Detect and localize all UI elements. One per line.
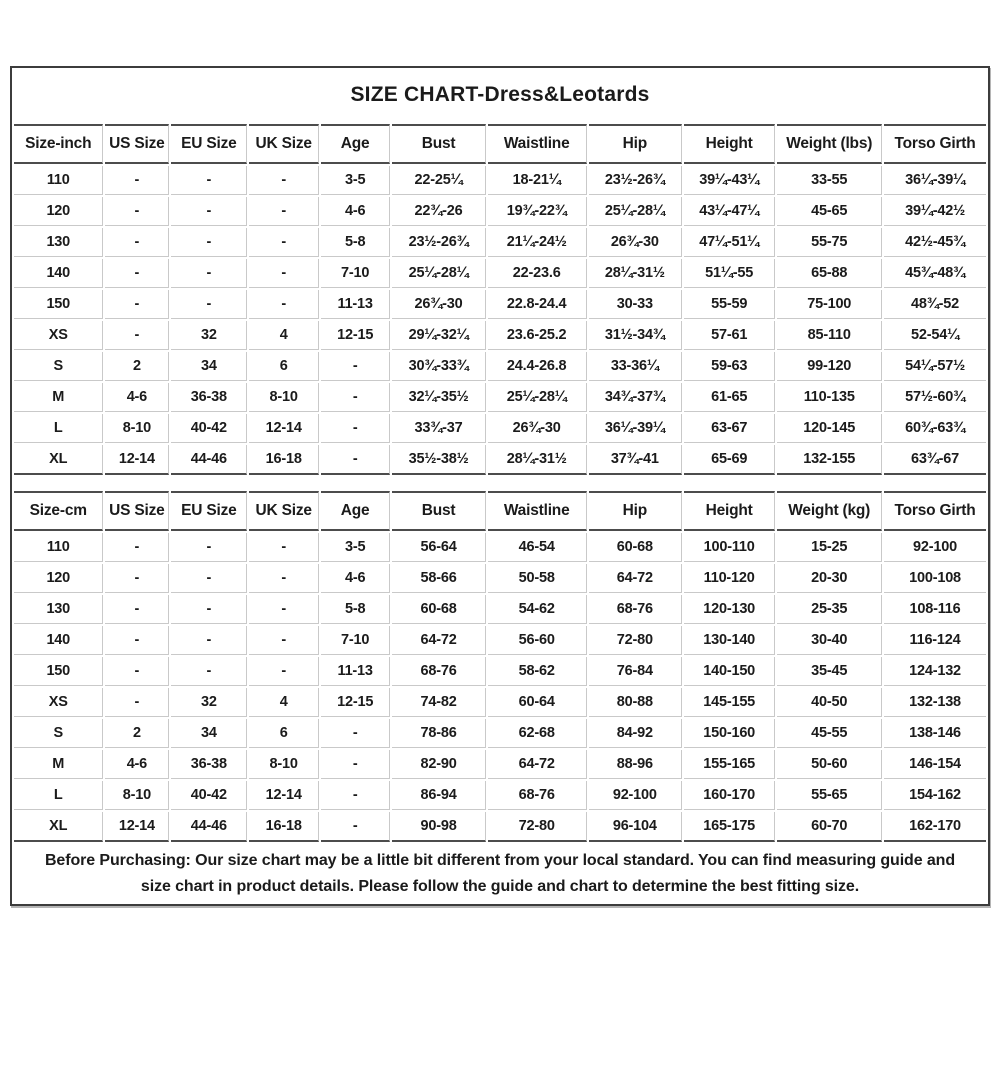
column-header: Bust xyxy=(392,491,485,531)
column-header: US Size xyxy=(105,124,169,164)
table-cell: 140-150 xyxy=(684,657,775,686)
table-cell: - xyxy=(105,688,169,717)
table-cell: - xyxy=(171,626,247,655)
column-header: UK Size xyxy=(249,124,318,164)
table-cell: 116-124 xyxy=(884,626,986,655)
table-cell: S xyxy=(14,352,103,381)
table-cell: - xyxy=(105,259,169,288)
table-cell: 6 xyxy=(249,352,318,381)
table-cell: - xyxy=(105,564,169,593)
table-cell: 8-10 xyxy=(249,750,318,779)
table-cell: 29¼-32¼ xyxy=(392,321,485,350)
table-cell: 40-42 xyxy=(171,781,247,810)
table-cell: 150-160 xyxy=(684,719,775,748)
table-cell: 28¼-31½ xyxy=(589,259,682,288)
table-cell: 34 xyxy=(171,352,247,381)
table-cell: 36¼-39¼ xyxy=(589,414,682,443)
table-cell: 74-82 xyxy=(392,688,485,717)
table-cell: 64-72 xyxy=(392,626,485,655)
table-cell: 82-90 xyxy=(392,750,485,779)
table-cell: 34¾-37¾ xyxy=(589,383,682,412)
table-cell: 44-46 xyxy=(171,812,247,842)
table-cell: - xyxy=(249,533,318,562)
table-cell: 130 xyxy=(14,595,103,624)
table-cell: - xyxy=(249,564,318,593)
table-cell: - xyxy=(249,595,318,624)
table-cell: - xyxy=(321,414,390,443)
table-cell: 60-70 xyxy=(777,812,882,842)
table-cell: 76-84 xyxy=(589,657,682,686)
table-cell: M xyxy=(14,383,103,412)
table-cell: 22.8-24.4 xyxy=(488,290,587,319)
table-row xyxy=(14,595,986,624)
column-header: US Size xyxy=(105,491,169,531)
table-row xyxy=(14,321,986,350)
table-cell: 33¾-37 xyxy=(392,414,485,443)
table-cell: 7-10 xyxy=(321,626,390,655)
table-cell: 46-54 xyxy=(488,533,587,562)
table-cell: 2 xyxy=(105,719,169,748)
table-row xyxy=(14,445,986,475)
table-cell: 58-66 xyxy=(392,564,485,593)
column-header: UK Size xyxy=(249,491,318,531)
table-cell: - xyxy=(249,228,318,257)
table-cell: - xyxy=(105,166,169,195)
table-cell: 78-86 xyxy=(392,719,485,748)
table-cell: 155-165 xyxy=(684,750,775,779)
table-cell: - xyxy=(105,657,169,686)
table-cell: 108-116 xyxy=(884,595,986,624)
column-header: Waistline xyxy=(488,491,587,531)
table-cell: 100-108 xyxy=(884,564,986,593)
table-cell: 63-67 xyxy=(684,414,775,443)
table-cell: 12-14 xyxy=(105,445,169,475)
table-cell: 57½-60¾ xyxy=(884,383,986,412)
table-cell: 55-75 xyxy=(777,228,882,257)
table-cell: 16-18 xyxy=(249,812,318,842)
table-row xyxy=(14,414,986,443)
table-cell: 31½-34¾ xyxy=(589,321,682,350)
table-cell: 65-88 xyxy=(777,259,882,288)
table-cell: 25¼-28¼ xyxy=(589,197,682,226)
table-cell: 132-138 xyxy=(884,688,986,717)
table-cell: - xyxy=(321,383,390,412)
purchase-note-line2: size chart in product details. Please follow the guide and chart to determine the best fitting size. xyxy=(140,878,860,895)
table-cell: 56-64 xyxy=(392,533,485,562)
table-cell: 6 xyxy=(249,719,318,748)
table-cell: 25-35 xyxy=(777,595,882,624)
table-cell: 68-76 xyxy=(392,657,485,686)
table-cell: 24.4-26.8 xyxy=(488,352,587,381)
table-cell: 23.6-25.2 xyxy=(488,321,587,350)
table-cell: 22-23.6 xyxy=(488,259,587,288)
table-cell: 5-8 xyxy=(321,228,390,257)
table-cell: 40-50 xyxy=(777,688,882,717)
table-cell: 7-10 xyxy=(321,259,390,288)
table-cell: - xyxy=(105,197,169,226)
table-cell: 140 xyxy=(14,259,103,288)
table-cell: 26¾-30 xyxy=(488,414,587,443)
table-cell: 43¼-47¼ xyxy=(684,197,775,226)
table-cell: 60-64 xyxy=(488,688,587,717)
column-header: Weight (kg) xyxy=(777,491,882,531)
table-cell: 100-110 xyxy=(684,533,775,562)
table-row xyxy=(14,228,986,257)
table-cell: 60-68 xyxy=(392,595,485,624)
table-cell: 58-62 xyxy=(488,657,587,686)
table-cell: 57-61 xyxy=(684,321,775,350)
table-cell: 88-96 xyxy=(589,750,682,779)
table-cell: 130-140 xyxy=(684,626,775,655)
table-cell: 63¾-67 xyxy=(884,445,986,475)
table-cell: - xyxy=(171,657,247,686)
table-cell: 4-6 xyxy=(321,564,390,593)
table-cell: 68-76 xyxy=(589,595,682,624)
size-table-cm xyxy=(12,489,988,844)
size-table-inch xyxy=(12,122,988,477)
table-cell: 75-100 xyxy=(777,290,882,319)
table-cell: - xyxy=(171,228,247,257)
table-cell: 150 xyxy=(14,290,103,319)
table-cell: 4 xyxy=(249,321,318,350)
table-cell: 19¾-22¾ xyxy=(488,197,587,226)
table-cell: 36-38 xyxy=(171,750,247,779)
table-cell: 60-68 xyxy=(589,533,682,562)
column-header: Age xyxy=(321,124,390,164)
table-cell: 62-68 xyxy=(488,719,587,748)
table-cell: 36-38 xyxy=(171,383,247,412)
column-header: EU Size xyxy=(171,124,247,164)
table-cell: 35½-38½ xyxy=(392,445,485,475)
table-cell: - xyxy=(321,781,390,810)
column-header: Torso Girth xyxy=(884,491,986,531)
table-cell: 30-40 xyxy=(777,626,882,655)
table-row xyxy=(14,626,986,655)
table-cell: 26¾-30 xyxy=(589,228,682,257)
page-title: SIZE CHART-Dress&Leotards xyxy=(350,83,650,106)
table-cell: - xyxy=(105,595,169,624)
table-row xyxy=(14,812,986,842)
table-cell: - xyxy=(171,564,247,593)
column-header: EU Size xyxy=(171,491,247,531)
table-cell: 162-170 xyxy=(884,812,986,842)
table-cell: 22-25¼ xyxy=(392,166,485,195)
header-row xyxy=(14,491,986,531)
table-cell: - xyxy=(105,626,169,655)
table-cell: 26¾-30 xyxy=(392,290,485,319)
table-cell: - xyxy=(321,812,390,842)
table-row xyxy=(14,657,986,686)
table-cell: 120-130 xyxy=(684,595,775,624)
table-cell: 86-94 xyxy=(392,781,485,810)
table-cell: 16-18 xyxy=(249,445,318,475)
table-cell: 90-98 xyxy=(392,812,485,842)
table-cell: 92-100 xyxy=(589,781,682,810)
table-cell: 54¼-57½ xyxy=(884,352,986,381)
table-row xyxy=(14,719,986,748)
table-cell: 25¼-28¼ xyxy=(392,259,485,288)
column-header: Bust xyxy=(392,124,485,164)
table-cell: 2 xyxy=(105,352,169,381)
table-cell: 59-63 xyxy=(684,352,775,381)
table-cell: 72-80 xyxy=(488,812,587,842)
table-cell: 50-58 xyxy=(488,564,587,593)
table-cell: 30-33 xyxy=(589,290,682,319)
table-cell: 11-13 xyxy=(321,657,390,686)
table-cell: 51¼-55 xyxy=(684,259,775,288)
column-header: Weight (lbs) xyxy=(777,124,882,164)
table-cell: 32 xyxy=(171,688,247,717)
purchase-note xyxy=(12,844,988,904)
table-cell: - xyxy=(249,197,318,226)
table-cell: 110 xyxy=(14,533,103,562)
table-cell: 22¾-26 xyxy=(392,197,485,226)
table-cell: - xyxy=(171,595,247,624)
table-cell: XL xyxy=(14,812,103,842)
table-cell: 120-145 xyxy=(777,414,882,443)
table-row xyxy=(14,352,986,381)
table-cell: 165-175 xyxy=(684,812,775,842)
table-cell: L xyxy=(14,414,103,443)
table-cell: 32¼-35½ xyxy=(392,383,485,412)
table-cell: 45-55 xyxy=(777,719,882,748)
table-cell: 72-80 xyxy=(589,626,682,655)
table-row xyxy=(14,781,986,810)
table-cell: 8-10 xyxy=(105,414,169,443)
table-cell: 45-65 xyxy=(777,197,882,226)
table-cell: 23½-26¾ xyxy=(589,166,682,195)
table-cell: 60¾-63¾ xyxy=(884,414,986,443)
table-cell: 64-72 xyxy=(488,750,587,779)
table-cell: 47¼-51¼ xyxy=(684,228,775,257)
table-cell: - xyxy=(321,719,390,748)
column-header: Age xyxy=(321,491,390,531)
table-cell: 56-60 xyxy=(488,626,587,655)
column-header: Size-cm xyxy=(14,491,103,531)
table-cell: - xyxy=(249,259,318,288)
table-cell: - xyxy=(321,445,390,475)
table-row xyxy=(14,166,986,195)
table-cell: 42½-45¾ xyxy=(884,228,986,257)
table-cell: 55-59 xyxy=(684,290,775,319)
header-row xyxy=(14,124,986,164)
table-cell: 130 xyxy=(14,228,103,257)
table-cell: 18-21¼ xyxy=(488,166,587,195)
table-cell: 61-65 xyxy=(684,383,775,412)
table-cell: 35-45 xyxy=(777,657,882,686)
table-cell: 39¼-43¼ xyxy=(684,166,775,195)
table-cell: M xyxy=(14,750,103,779)
table-cell: 150 xyxy=(14,657,103,686)
column-header: Torso Girth xyxy=(884,124,986,164)
table-cell: 54-62 xyxy=(488,595,587,624)
table-cell: 4 xyxy=(249,688,318,717)
table-cell: 39¼-42½ xyxy=(884,197,986,226)
table-cell: 28¼-31½ xyxy=(488,445,587,475)
table-cell: 132-155 xyxy=(777,445,882,475)
table-cell: 4-6 xyxy=(105,383,169,412)
table-cell: - xyxy=(249,657,318,686)
table-cell: 120 xyxy=(14,197,103,226)
table-cell: 138-146 xyxy=(884,719,986,748)
table-cell: 120 xyxy=(14,564,103,593)
table-row xyxy=(14,259,986,288)
table-cell: - xyxy=(105,290,169,319)
table-cell: 65-69 xyxy=(684,445,775,475)
table-cell: 3-5 xyxy=(321,533,390,562)
table-cell: 92-100 xyxy=(884,533,986,562)
table-cell: 37¾-41 xyxy=(589,445,682,475)
table-cell: - xyxy=(105,321,169,350)
table-cell: XL xyxy=(14,445,103,475)
column-header: Height xyxy=(684,124,775,164)
table-cell: 32 xyxy=(171,321,247,350)
table-cell: 110 xyxy=(14,166,103,195)
table-cell: - xyxy=(171,290,247,319)
column-header: Hip xyxy=(589,124,682,164)
table-cell: 48¾-52 xyxy=(884,290,986,319)
column-header: Height xyxy=(684,491,775,531)
table-cell: 15-25 xyxy=(777,533,882,562)
table-cell: 96-104 xyxy=(589,812,682,842)
table-cell: 99-120 xyxy=(777,352,882,381)
purchase-note-line1: Before Purchasing: Our size chart may be a little bit different from your local standard. You can find measuring guide and xyxy=(44,852,956,870)
table-cell: - xyxy=(171,197,247,226)
table-cell: 146-154 xyxy=(884,750,986,779)
table-cell: XS xyxy=(14,321,103,350)
table-cell: 145-155 xyxy=(684,688,775,717)
table-cell: 160-170 xyxy=(684,781,775,810)
table-cell: 45¾-48¾ xyxy=(884,259,986,288)
table-cell: - xyxy=(105,228,169,257)
column-header: Size-inch xyxy=(14,124,103,164)
table-cell: 25¼-28¼ xyxy=(488,383,587,412)
table-cell: 23½-26¾ xyxy=(392,228,485,257)
table-cell: 12-14 xyxy=(249,414,318,443)
table-cell: 124-132 xyxy=(884,657,986,686)
table-cell: 110-135 xyxy=(777,383,882,412)
table-cell: - xyxy=(171,259,247,288)
table-cell: 84-92 xyxy=(589,719,682,748)
table-row xyxy=(14,290,986,319)
table-cell: 8-10 xyxy=(249,383,318,412)
table-cell: XS xyxy=(14,688,103,717)
table-cell: 64-72 xyxy=(589,564,682,593)
table-row xyxy=(14,383,986,412)
table-cell: 55-65 xyxy=(777,781,882,810)
table-cell: 50-60 xyxy=(777,750,882,779)
table-cell: - xyxy=(249,290,318,319)
table-row xyxy=(14,564,986,593)
table-cell: - xyxy=(105,533,169,562)
table-cell: 12-15 xyxy=(321,688,390,717)
table-cell: - xyxy=(171,166,247,195)
size-chart-sheet xyxy=(10,66,990,906)
table-cell: 11-13 xyxy=(321,290,390,319)
table-cell: S xyxy=(14,719,103,748)
table-cell: 44-46 xyxy=(171,445,247,475)
column-header: Hip xyxy=(589,491,682,531)
table-cell: 21¼-24½ xyxy=(488,228,587,257)
table-cell: - xyxy=(171,533,247,562)
table-row xyxy=(14,750,986,779)
table-row xyxy=(14,533,986,562)
table-cell: - xyxy=(249,166,318,195)
table-cell: 5-8 xyxy=(321,595,390,624)
table-cell: - xyxy=(321,352,390,381)
table-cell: 52-54¼ xyxy=(884,321,986,350)
table-cell: L xyxy=(14,781,103,810)
column-header: Waistline xyxy=(488,124,587,164)
table-cell: 12-14 xyxy=(105,812,169,842)
table-row xyxy=(14,688,986,717)
table-cell: 34 xyxy=(171,719,247,748)
table-row xyxy=(14,197,986,226)
table-cell: 80-88 xyxy=(589,688,682,717)
table-cell: 12-14 xyxy=(249,781,318,810)
table-cell: 85-110 xyxy=(777,321,882,350)
table-cell: 110-120 xyxy=(684,564,775,593)
table-cell: 140 xyxy=(14,626,103,655)
table-cell: 4-6 xyxy=(321,197,390,226)
table-cell: - xyxy=(249,626,318,655)
table-cell: 20-30 xyxy=(777,564,882,593)
table-cell: 3-5 xyxy=(321,166,390,195)
table-cell: 8-10 xyxy=(105,781,169,810)
table-cell: 30¾-33¾ xyxy=(392,352,485,381)
table-cell: 36¼-39¼ xyxy=(884,166,986,195)
table-cell: - xyxy=(321,750,390,779)
table-cell: 33-36¼ xyxy=(589,352,682,381)
table-cell: 68-76 xyxy=(488,781,587,810)
table-cell: 4-6 xyxy=(105,750,169,779)
table-cell: 40-42 xyxy=(171,414,247,443)
table-cell: 154-162 xyxy=(884,781,986,810)
table-cell: 12-15 xyxy=(321,321,390,350)
table-cell: 33-55 xyxy=(777,166,882,195)
